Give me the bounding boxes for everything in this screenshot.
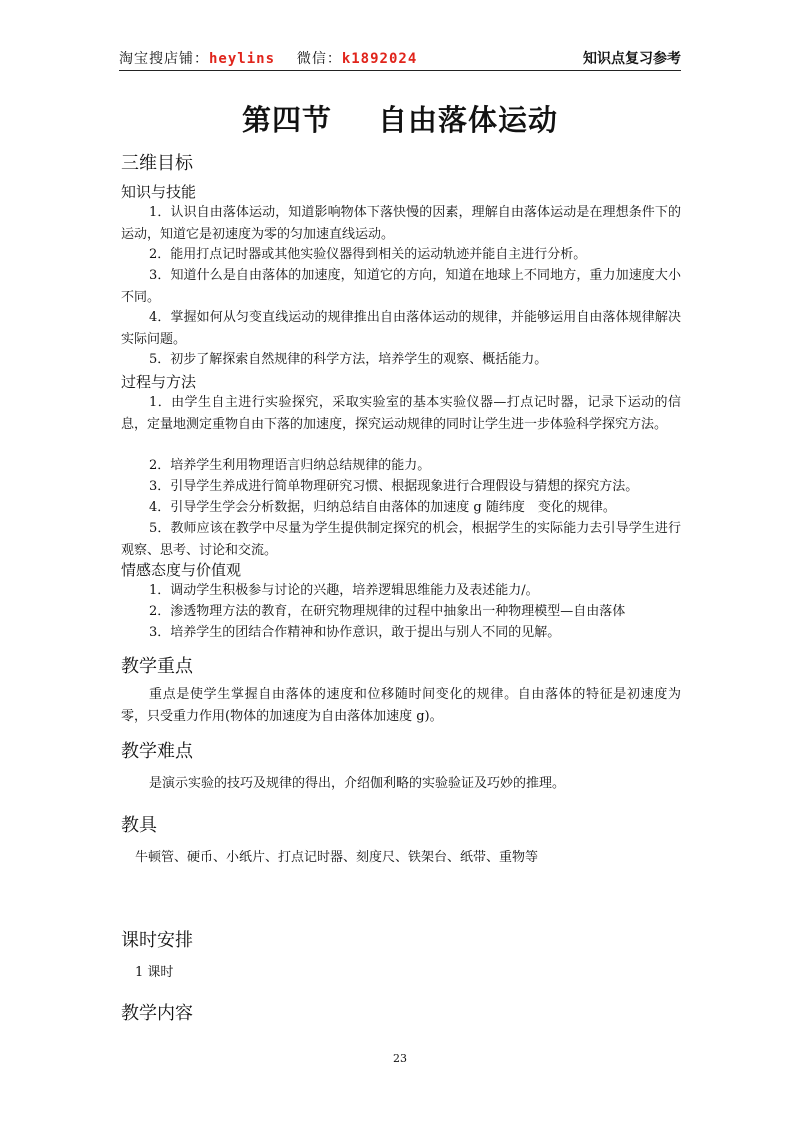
schedule-text: 1 课时	[135, 965, 174, 980]
attitude-heading: 情感态度与价值观	[121, 561, 242, 579]
knowledge-item-4: 4．掌握如何从匀变直线运动的规律推出自由落体运动的规律，并能够运用自由落体规律解决实际问题。	[121, 310, 681, 347]
process-item-5: 5．教师应该在教学中尽量为学生提供制定探究的机会，根据学生的实际能力去引导学生进行观察、思考、讨论和交流。	[121, 521, 681, 558]
process-heading: 过程与方法	[121, 373, 197, 391]
attitude-item-2: 2．渗透物理方法的教育，在研究物理规律的过程中抽象出一种物理模型—自由落体	[149, 604, 626, 619]
tools-text: 牛顿管、硬币、小纸片、打点记时器、刻度尺、铁架台、纸带、重物等	[135, 850, 539, 865]
process-item-1: 1．由学生自主进行实验探究，采取实验室的基本实验仪器—打点记时器，记录下运动的信息，定量地测定重物自由下落的加速度，探究运动规律的同时让学生进一步体验科学探究方法。	[121, 395, 681, 432]
schedule-heading: 课时安排	[121, 930, 193, 951]
tools-heading: 教具	[121, 815, 157, 836]
header-right-text: 知识点复习参考	[583, 51, 681, 67]
shop-label: 淘宝搜店铺：	[119, 51, 209, 67]
shop-name: heylins	[209, 51, 276, 67]
title-section-number: 第四节	[241, 103, 332, 137]
attitude-item-1: 1．调动学生积极参与讨论的兴趣，培养逻辑思维能力及表述能力/。	[149, 583, 539, 598]
knowledge-item-3: 3．知道什么是自由落体的加速度，知道它的方向，知道在地球上不同地方，重力加速度大小不同。	[121, 268, 681, 305]
content-heading: 教学内容	[121, 1003, 193, 1024]
key-points-heading: 教学重点	[121, 656, 193, 677]
page-header	[119, 44, 681, 71]
process-item-3: 3．引导学生养成进行简单物理研究习惯、根据现象进行合理假设与猜想的探究方法。	[149, 479, 639, 494]
goals-heading: 三维目标	[121, 153, 193, 174]
header-left	[119, 48, 417, 68]
process-item-4: 4．引导学生学会分析数据，归纳总结自由落体的加速度 g 随纬度 变化的规律。	[149, 500, 616, 515]
key-points-text: 重点是使学生掌握自由落体的速度和位移随时间变化的规律。自由落体的特征是初速度为零，只受重力作用(物体的加速度为自由落体加速度 g)。	[121, 687, 681, 724]
wechat-id: k1892024	[341, 51, 418, 67]
knowledge-item-1: 1．认识自由落体运动，知道影响物体下落快慢的因素，理解自由落体运动是在理想条件下的运动，知道它是初速度为零的匀加速直线运动。	[121, 205, 681, 242]
title-topic: 自由落体运动	[378, 103, 559, 137]
wechat-label: 微信：	[296, 51, 342, 67]
page-title	[0, 98, 800, 139]
knowledge-item-5: 5．初步了解探索自然规律的科学方法，培养学生的观察、概括能力。	[149, 352, 548, 367]
knowledge-heading: 知识与技能	[121, 183, 197, 201]
knowledge-item-2: 2．能用打点记时器或其他实验仪器得到相关的运动轨迹并能自主进行分析。	[149, 247, 587, 262]
process-item-2: 2．培养学生利用物理语言归纳总结规律的能力。	[149, 458, 431, 473]
page-number: 23	[393, 1052, 407, 1065]
difficulties-text: 是演示实验的技巧及规律的得出，介绍伽利略的实验验证及巧妙的推理。	[149, 776, 566, 791]
difficulties-heading: 教学难点	[121, 741, 193, 762]
attitude-item-3: 3．培养学生的团结合作精神和协作意识，敢于提出与别人不同的见解。	[149, 625, 561, 640]
